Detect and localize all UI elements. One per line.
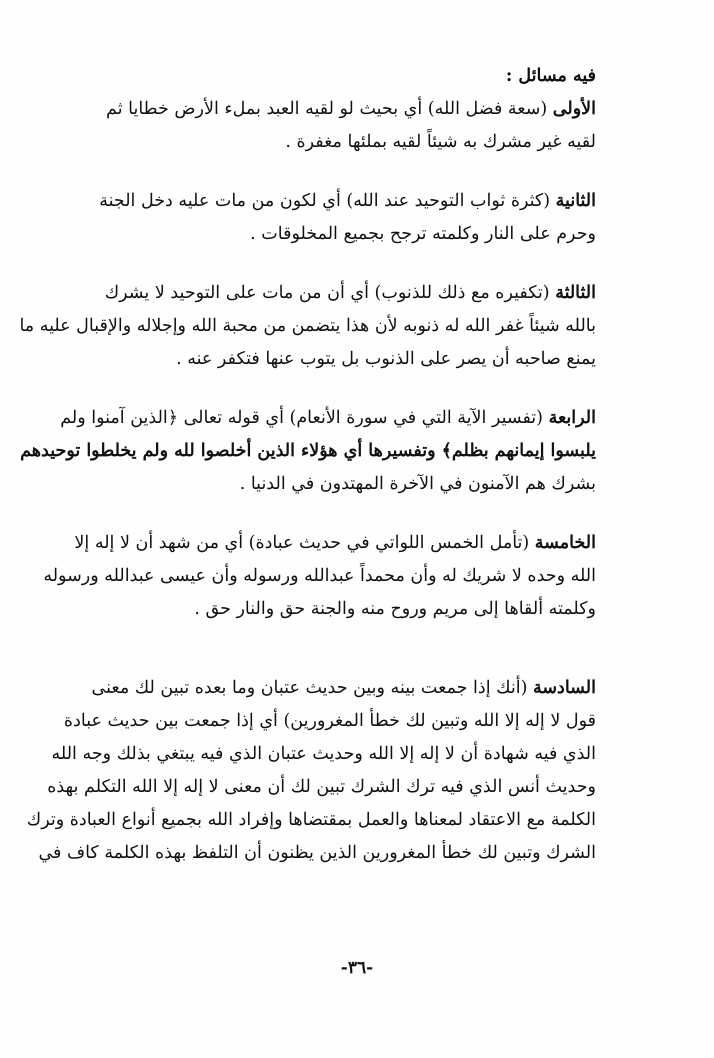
paragraph-line: قول لا إله إلا الله وتبين لك خطأ المغرورين) أي إذا جمعت بين حديث عبادة — [63, 711, 596, 731]
paragraph-label: الرابعة — [548, 408, 596, 428]
paragraph-line: الله وحده لا شريك له وأن محمداً عبدالله ورسوله وأن عيسى عبدالله ورسوله — [43, 566, 596, 586]
paragraph-line: الذي فيه شهادة أن لا إله إلا الله وحديث عتبان الذي فيه يبتغي بذلك وجه الله — [51, 744, 596, 764]
paragraph-first — [58, 93, 596, 159]
paragraph-line: السادسة (أنك إذا جمعت بينه وبين حديث عتبان وما بعده تبين لك معنى — [91, 678, 596, 698]
paragraph-label: الأولى — [552, 99, 596, 119]
paragraph-line: الأولى (سعة فضل الله) أي بحيث لو لقيه العبد بملء الأرض خطايا ثم — [106, 99, 596, 119]
paragraph-line: لقيه غير مشرك به شيئاً لقيه بملئها مغفرة . — [285, 132, 596, 152]
paragraph-spacer — [58, 501, 596, 527]
paragraph-spacer — [58, 159, 596, 185]
paragraph-spacer — [58, 376, 596, 402]
paragraph-label: الخامسة — [534, 533, 596, 553]
paragraph-second — [58, 185, 596, 251]
paragraph-spacer — [58, 251, 596, 277]
paragraph-line: وحديث أنس الذي فيه ترك الشرك تبين لك أن معنى لا إله إلا الله التكلم بهذه — [47, 777, 596, 797]
paragraph-line: الثانية (كثرة ثواب التوحيد عند الله) أي لكون من مات عليه دخل الجنة — [99, 191, 596, 211]
paragraph-line: يلبسوا إيمانهم بظلم﴾ وتفسيرها أي هؤلاء الذين أخلصوا لله ولم يخلطوا توحيدهم — [20, 441, 596, 461]
paragraph-label: الثالثة — [555, 283, 596, 303]
intro-heading: فيه مسائل : — [505, 66, 596, 86]
paragraph-third — [19, 277, 596, 376]
paragraph-line: الشرك وتبين لك خطأ المغرورين الذين يظنون أن التلفظ بهذه الكلمة كاف في — [38, 843, 596, 863]
paragraph-spacer — [58, 626, 596, 672]
paragraph-line: بشرك هم الآمنون في الآخرة المهتدون في الدنيا . — [239, 474, 596, 494]
paragraph-line: يمنع صاحبه أن يصر على الذنوب بل يتوب عنها فتكفر عنه . — [176, 349, 596, 369]
paragraph-line: الرابعة (تفسير الآية التي في سورة الأنعام) أي قوله تعالى ﴿الذين آمنوا ولم — [60, 408, 596, 428]
page-body — [19, 60, 596, 870]
paragraph-line: الخامسة (تأمل الخمس اللواتي في حديث عبادة) أي من شهد أن لا إله إلا — [74, 533, 596, 553]
paragraph-line: وكلمته ألقاها إلى مريم وروح منه والجنة حق والنار حق . — [194, 599, 596, 619]
paragraph-line: وحرم على النار وكلمته ترجح بجميع المخلوقات . — [250, 224, 596, 244]
paragraph-label: الثانية — [555, 191, 596, 211]
paragraph-fourth — [20, 402, 596, 501]
paragraph-line: الكلمة مع الاعتقاد لمعناها والعمل بمقتضاها وإفراد الله بجميع أنواع العبادة وترك — [26, 810, 596, 830]
paragraph-line: بالله شيئاً غفر الله له ذنوبه لأن هذا يتضمن من محبة الله وإجلاله والإقبال عليه ما — [19, 316, 596, 336]
paragraph-line: الثالثة (تكفيره مع ذلك للذنوب) أي أن من مات على التوحيد لا يشرك — [104, 283, 596, 303]
paragraph-fifth — [43, 527, 596, 626]
paragraph-sixth — [26, 672, 596, 870]
paragraph-label: السادسة — [533, 678, 596, 698]
page-number: -٣٦- — [340, 958, 374, 978]
